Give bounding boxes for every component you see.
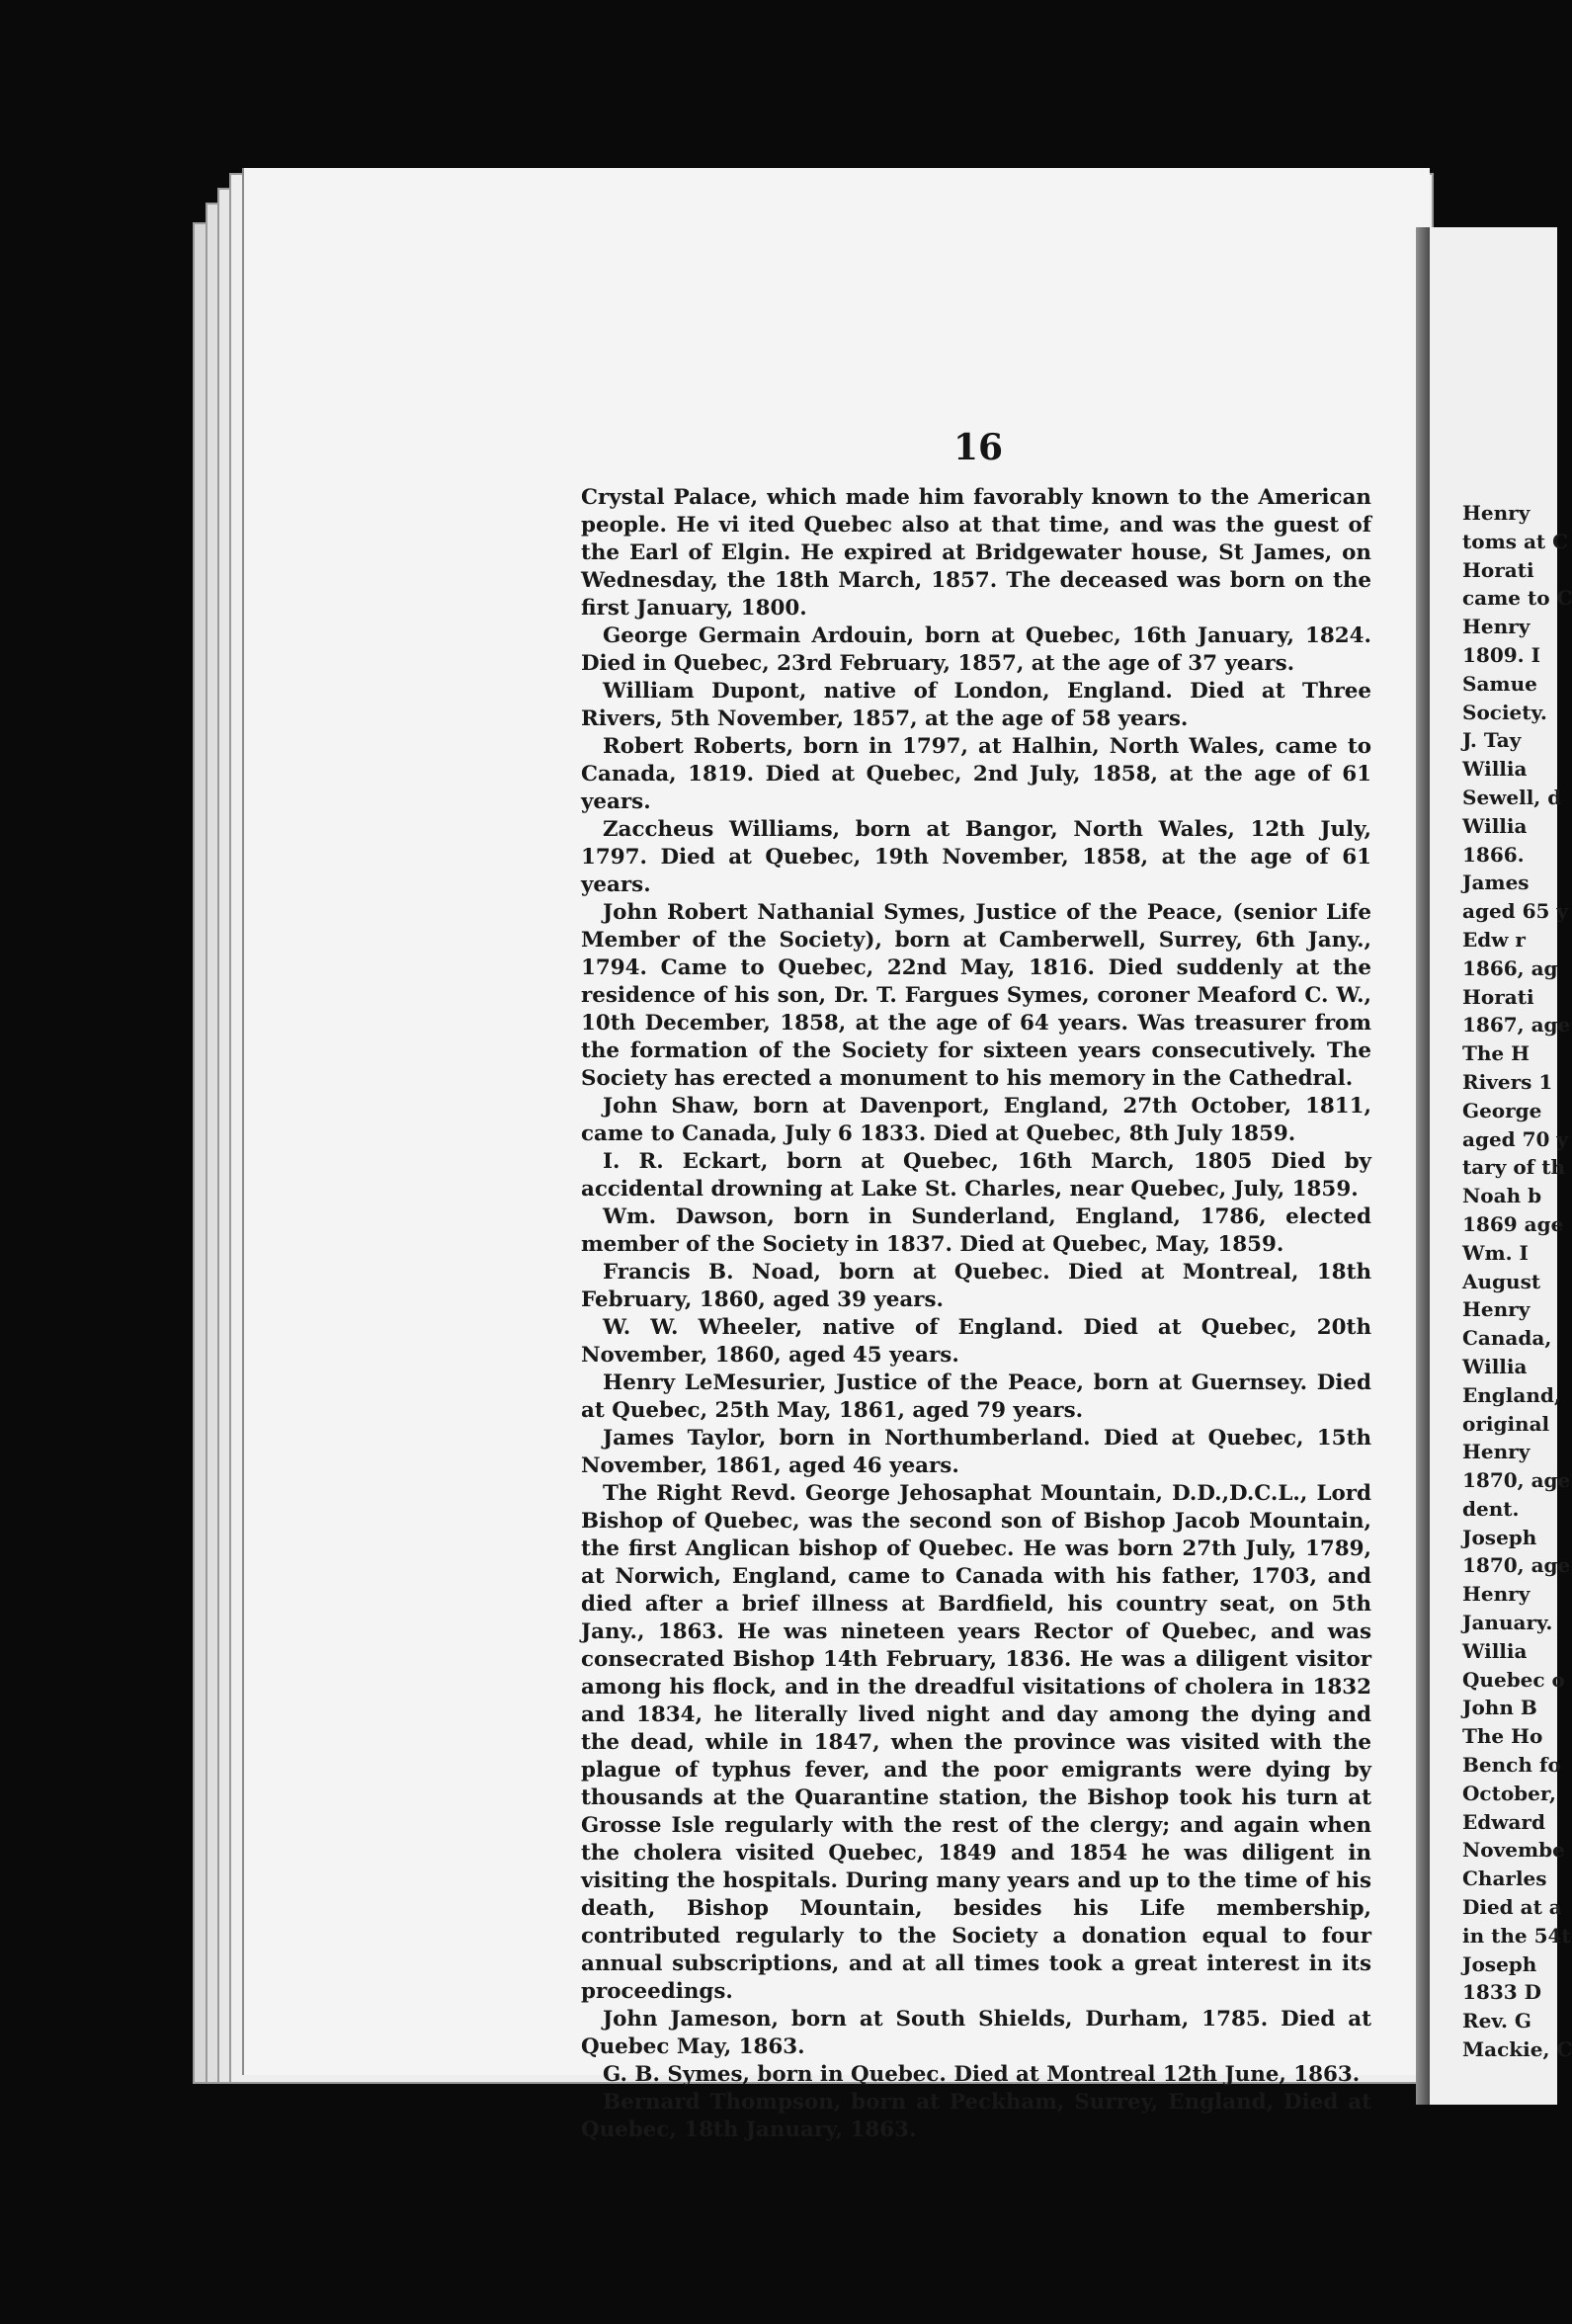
right-page-fragment: 1866. [1462, 842, 1525, 867]
right-page-fragment: Joseph [1462, 1951, 1537, 1976]
paragraph: Crystal Palace, which made him favorably known to the American people. He vi ited Quebec also at that time, and was the guest of the Earl of Elgin. He expired at Bridgewater house, St James, on Wednesday, the 18th March, 1857. The deceased was born on the first January, 1800. [581, 485, 1371, 621]
paragraph: Bernard Thompson, born at Peckham, Surrey, England, Died at Quebec, 18th January, 1863. [581, 2090, 1371, 2142]
right-page-fragment: J. Tay [1462, 728, 1522, 753]
right-page-fragment: toms at C [1462, 529, 1569, 553]
right-page-fragment: The H [1462, 1041, 1531, 1066]
right-page-fragment: Samue [1462, 671, 1537, 696]
right-page-fragment: 1809. I [1462, 642, 1540, 667]
right-page-fragment: August [1462, 1269, 1541, 1293]
right-page-fragment: Noah b [1462, 1184, 1542, 1208]
right-page-fragment: The Ho [1462, 1724, 1543, 1749]
right-page-fragment: Willia [1462, 1638, 1528, 1663]
right-page-fragment: January. [1462, 1611, 1553, 1635]
right-page-fragment: Charles [1462, 1867, 1547, 1891]
paragraph: George Germain Ardouin, born at Quebec, 16th January, 1824. Died in Quebec, 23rd February, 1857, at the age of 37 years. [581, 623, 1371, 676]
right-page-fragment: 1869 age [1462, 1211, 1564, 1236]
right-page-fragment: came to C [1462, 586, 1572, 611]
right-page-fragment: in the 54t [1462, 1923, 1571, 1948]
paragraph: James Taylor, born in Northumberland. Died at Quebec, 15th November, 1861, aged 46 years. [581, 1426, 1371, 1478]
right-page-fragment: Henry [1462, 1297, 1531, 1322]
right-page-fragment: Willia [1462, 813, 1528, 838]
right-page-fragment: Wm. I [1462, 1240, 1529, 1265]
right-page-fragment: 1867, age [1462, 1013, 1571, 1038]
right-page-fragment: original [1462, 1411, 1550, 1436]
right-page-fragment: Edw r [1462, 927, 1526, 952]
paragraph: William Dupont, native of London, England. Died at Three Rivers, 5th November, 1857, at the age of 58 years. [581, 679, 1371, 731]
right-page-fragment: Edward [1462, 1809, 1545, 1834]
right-page-fragment: 1866, ag [1462, 955, 1558, 980]
right-page-fragment: Horati [1462, 557, 1534, 582]
paragraph: John Jameson, born at South Shields, Durham, 1785. Died at Quebec May, 1863. [581, 2007, 1371, 2059]
paragraph: W. W. Wheeler, native of England. Died at Quebec, 20th November, 1860, aged 45 years. [581, 1315, 1371, 1368]
right-page-fragment: England, [1462, 1382, 1561, 1407]
page-number: 16 [952, 427, 1004, 468]
right-page-fragment: 1833 D [1462, 1980, 1541, 2005]
right-page-fragment: 1870, age [1462, 1553, 1571, 1578]
paragraph: John Robert Nathanial Symes, Justice of the Peace, (senior Life Member of the Society), born at Camberwell, Surrey, 6th Jany., 1794. Came to Quebec, 22nd May, 1816. Died suddenly at the residence of his son, Dr. T. Fargues Symes, coroner Meaford C. W., 10th December, 1858, at the age of 64 years. Was treasurer from the formation of the Society for sixteen years consecutively. The Society has erected a monument to his memory in the Cathedral. [581, 900, 1371, 1091]
paragraph: The Right Revd. George Jehosaphat Mountain, D.D.,D.C.L., Lord Bishop of Quebec, was the second son of Bishop Jacob Mountain, the first Anglican bishop of Quebec. He was born 27th July, 1789, at Norwich, England, came to Canada with his father, 1703, and died after a brief illness at Bardfield, his country seat, on 5th Jany., 1863. He was nineteen years Rector of Quebec, and was consecrated Bishop 14th February, 1836. He was a diligent visitor among his flock, and in the dreadful visitations of cholera in 1832 and 1834, he literally lived night and day among the dying and the dead, while in 1847, when the province was visited with the plague of typhus fever, and the poor emigrants were dying by thousands at the Quarantine station, the Bishop took his turn at Grosse Isle regularly with the rest of the clergy; and again when the cholera visited Quebec, 1849 and 1854 he was diligent in visiting the hospitals. During many years and up to the time of his death, Bishop Mountain, besides his Life membership, contributed regularly to the Society a donation equal to four annual subscriptions, and at all times took a great interest in its proceedings. [581, 1481, 1371, 2004]
paragraph: Wm. Dawson, born in Sunderland, England, 1786, elected member of the Society in 1837. Died at Quebec, May, 1859. [581, 1204, 1371, 1257]
right-page-fragment: aged 70 y [1462, 1126, 1569, 1151]
right-page-fragment: Henry [1462, 501, 1531, 525]
right-page-fragment: Rev. G [1462, 2009, 1531, 2034]
right-page-fragment: Henry [1462, 1582, 1531, 1607]
right-page-fragment: tary of th [1462, 1155, 1566, 1180]
right-page-fragment: Society. [1462, 700, 1547, 724]
page-body-text [581, 484, 1371, 2144]
right-page-fragment: October, [1462, 1781, 1556, 1805]
right-page-fragment: 1870, age [1462, 1468, 1571, 1493]
right-page-fragment: Canada, [1462, 1326, 1552, 1351]
paragraph: G. B. Symes, born in Quebec. Died at Montreal 12th June, 1863. [603, 2062, 1361, 2087]
right-page-fragment: Henry [1462, 1440, 1531, 1464]
right-page-fragment: aged 65 y [1462, 899, 1569, 924]
right-page-fragment: Sewell, d [1462, 785, 1562, 809]
right-page-fragment: Horati [1462, 984, 1534, 1009]
right-page-fragment: James [1462, 871, 1530, 895]
paragraph: I. R. Eckart, born at Quebec, 16th March, 1805 Died by accidental drowning at Lake St. Charles, near Quebec, July, 1859. [581, 1149, 1371, 1202]
paragraph: Zaccheus Williams, born at Bangor, North Wales, 12th July, 1797. Died at Quebec, 19th November, 1858, at the age of 61 years. [581, 817, 1371, 897]
right-page-fragment: Bench fo [1462, 1753, 1561, 1778]
right-page-fragment: Novembe [1462, 1838, 1565, 1863]
paragraph: Henry LeMesurier, Justice of the Peace, born at Guernsey. Died at Quebec, 25th May, 1861, aged 79 years. [581, 1370, 1371, 1423]
right-page-fragment: dent. [1462, 1496, 1520, 1521]
right-page-text-fragments [1462, 499, 1572, 2064]
book-gutter [1416, 227, 1430, 2105]
right-page-fragment: Died at a [1462, 1895, 1562, 1920]
right-page-fragment: Quebec o [1462, 1667, 1565, 1692]
right-page-fragment: Henry [1462, 615, 1531, 639]
right-page-fragment: John B [1462, 1696, 1537, 1720]
right-page-fragment: Mackie, C [1462, 2037, 1572, 2062]
right-page-fragment: Rivers 1 [1462, 1069, 1553, 1094]
right-page-fragment: Joseph [1462, 1525, 1537, 1549]
right-page-fragment: Willia [1462, 1354, 1528, 1378]
paragraph: John Shaw, born at Davenport, England, 27th October, 1811, came to Canada, July 6 1833. Died at Quebec, 8th July 1859. [581, 1094, 1371, 1146]
right-page-fragment: George [1462, 1098, 1542, 1122]
paragraph: Francis B. Noad, born at Quebec. Died at Montreal, 18th February, 1860, aged 39 years. [581, 1260, 1371, 1312]
right-page-fragment: Willia [1462, 757, 1528, 782]
paragraph: Robert Roberts, born in 1797, at Halhin, North Wales, came to Canada, 1819. Died at Quebec, 2nd July, 1858, at the age of 61 years. [581, 734, 1371, 814]
